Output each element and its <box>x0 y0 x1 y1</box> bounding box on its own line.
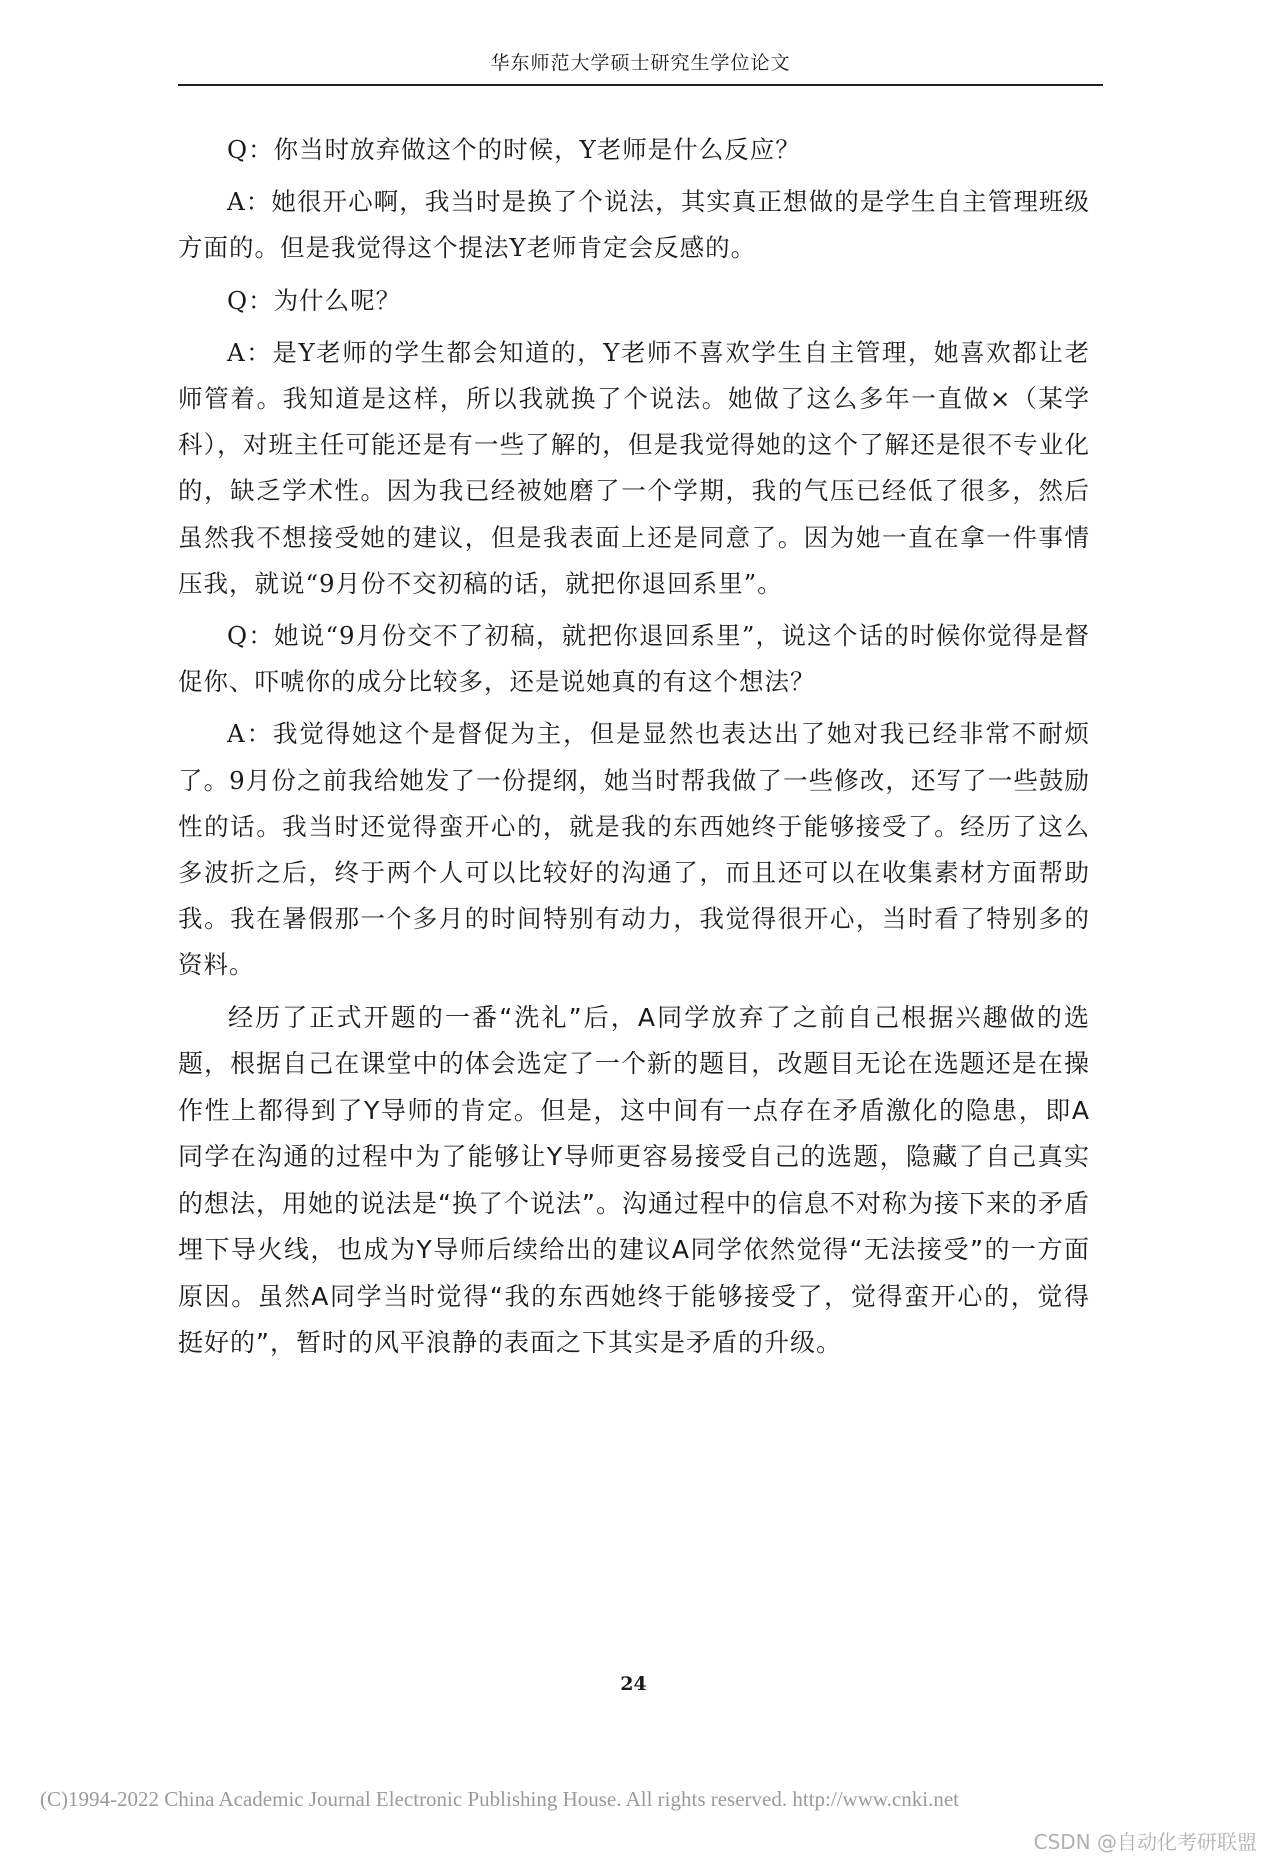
interview-answer: A：是Y老师的学生都会知道的，Y老师不喜欢学生自主管理，她喜欢都让老师管着。我知道是这样，所以我就换了个说法。她做了这么多年一直做×（某学科），对班主任可能还是有一些了解的，但是我觉得她的这个了解还是很不专业化的，缺乏学术性。因为我已经被她磨了一个学期，我的气压已经低了很多，然后虽然我不想接受她的建议，但是我表面上还是同意了。因为她一直在拿一件事情压我，就说“9月份不交初稿的话，就把你退回系里”。 <box>178 337 1090 598</box>
page-number: 24 <box>620 1673 647 1695</box>
page-header-title: 华东师范大学硕士研究生学位论文 <box>490 52 791 74</box>
document-body <box>178 127 1090 1373</box>
interview-answer: A：她很开心啊，我当时是换了个说法，其实真正想做的是学生自主管理班级方面的。但是我觉得这个提法Y老师肯定会反感的。 <box>178 187 1090 263</box>
interview-question: Q：她说“9月份交不了初稿，就把你退回系里”，说这个话的时候你觉得是督促你、吓唬你的成分比较多，还是说她真的有这个想法？ <box>178 621 1090 697</box>
interview-question: Q：你当时放弃做这个的时候，Y老师是什么反应？ <box>227 135 801 164</box>
interview-question: Q：为什么呢？ <box>227 285 402 315</box>
copyright-notice: (C)1994-2022 China Academic Journal Electronic Publishing House. All rights reserved. http://www.cnki.net <box>40 1787 959 1811</box>
csdn-watermark: CSDN @自动化考研联盟 <box>1033 1830 1257 1854</box>
narrative-paragraph: 经历了正式开题的一番“洗礼”后，A同学放弃了之前自己根据兴趣做的选题，根据自己在课堂中的体会选定了一个新的题目，改题目无论在选题还是在操作性上都得到了Y导师的肯定。但是，这中间有一点存在矛盾激化的隐患，即A同学在沟通的过程中为了能够让Y导师更容易接受自己的选题，隐藏了自己真实的想法，用她的说法是“换了个说法”。沟通过程中的信息不对称为接下来的矛盾埋下导火线，也成为Y导师后续给出的建议A同学依然觉得“无法接受”的一方面原因。虽然A同学当时觉得“我的东西她终于能够接受了，觉得蛮开心的，觉得挺好的”，暂时的风平浪静的表面之下其实是矛盾的升级。 <box>178 1002 1090 1358</box>
interview-answer: A：我觉得她这个是督促为主，但是显然也表达出了她对我已经非常不耐烦了。9月份之前我给她发了一份提纲，她当时帮我做了一些修改，还写了一些鼓励性的话。我当时还觉得蛮开心的，就是我的东西她终于能够接受了。经历了这么多波折之后，终于两个人可以比较好的沟通了，而且还可以在收集素材方面帮助我。我在暑假那一个多月的时间特别有动力，我觉得很开心，当时看了特别多的资料。 <box>178 719 1090 980</box>
header-rule <box>178 84 1103 86</box>
